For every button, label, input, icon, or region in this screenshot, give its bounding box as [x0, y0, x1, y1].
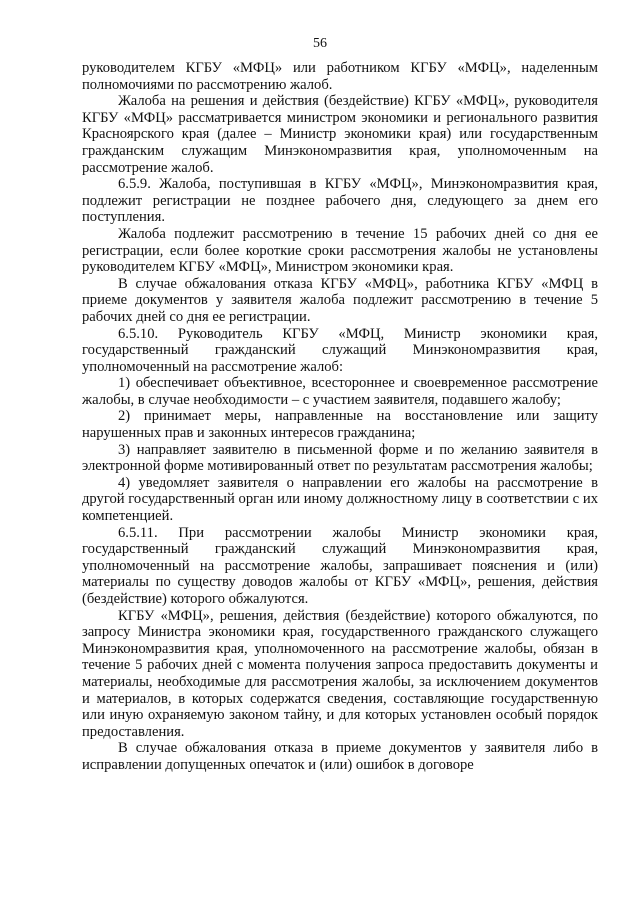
paragraph-13: В случае обжалования отказа в приеме документов у заявителя либо в исправлении допущенных опечаток и (или) ошибок в договоре [82, 740, 598, 773]
paragraph-6: 6.5.10. Руководитель КГБУ «МФЦ, Министр экономики края, государственный гражданский служащий Минэкономразвития края, уполномоченный на рассмотрение жалоб: [82, 325, 598, 375]
paragraph-2: Жалоба на решения и действия (бездействие) КГБУ «МФЦ», руководителя КГБУ «МФЦ» рассматривается министром экономики и регионального развития Красноярского края (далее – Министр экономики края) или государственным гражданским служащим Минэкономразвития края, уполномоченным на рассмотрение жалоб. [82, 93, 598, 176]
paragraph-11: 6.5.11. При рассмотрении жалобы Министр экономики края, государственный гражданский служащий Минэкономразвития края, уполномоченный на рассмотрение жалобы, запрашивает пояснения и (или) материалы по существу доводов жалобы от КГБУ «МФЦ», решения, действия (бездействие) которого обжалуются. [82, 524, 598, 607]
paragraph-1: руководителем КГБУ «МФЦ» или работником КГБУ «МФЦ», наделенным полномочиями по рассмотрению жалоб. [82, 60, 598, 93]
paragraph-10: 4) уведомляет заявителя о направлении его жалобы на рассмотрение в другой государственный орган или иному должностному лицу в соответствии с их компетенцией. [82, 474, 598, 525]
paragraph-4: Жалоба подлежит рассмотрению в течение 15 рабочих дней со дня ее регистрации, если более короткие сроки рассмотрения жалобы не установлены руководителем КГБУ «МФЦ», Министром экономики края. [82, 225, 598, 276]
paragraph-5: В случае обжалования отказа КГБУ «МФЦ», работника КГБУ «МФЦ в приеме документов у заявителя жалоба подлежит рассмотрению в течение 5 рабочих дней со дня ее регистрации. [82, 275, 598, 325]
paragraph-3: 6.5.9. Жалоба, поступившая в КГБУ «МФЦ», Минэкономразвития края, подлежит регистрации не позднее рабочего дня, следующего за днем его поступления. [82, 176, 598, 226]
page-number: 56 [313, 36, 327, 51]
body-text [82, 60, 598, 774]
paragraph-9: 3) направляет заявителю в письменной форме и по желанию заявителя в электронной форме мотивированный ответ по результатам рассмотрения жалобы; [82, 441, 598, 475]
paragraph-8: 2) принимает меры, направленные на восстановление или защиту нарушенных прав и законных интересов гражданина; [82, 408, 598, 442]
paragraph-12: КГБУ «МФЦ», решения, действия (бездействие) которого обжалуются, по запросу Министра экономики края, государственного гражданского служащего Минэкономразвития края, уполномоченного на рассмотрение жалобы, обязан в течение 5 рабочих дней с момента получения запроса предоставить документы и материалы, необходимые для рассмотрения жалобы, за исключением документов и материалов, в которых содержатся сведения, составляющие государственную или иную охраняемую законом тайну, и для которых установлен особый порядок предоставления. [82, 607, 598, 740]
paragraph-7: 1) обеспечивает объективное, всестороннее и своевременное рассмотрение жалобы, в случае необходимости – с участием заявителя, подавшего жалобу; [82, 375, 598, 408]
